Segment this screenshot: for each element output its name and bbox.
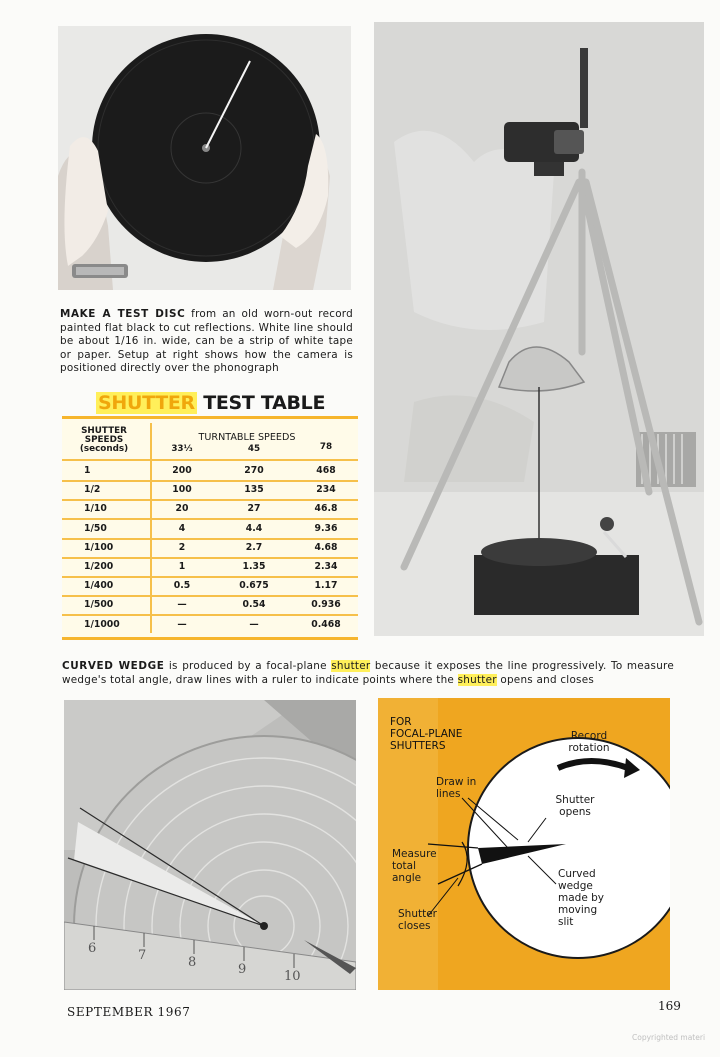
cell-value: 0.5 <box>173 580 191 592</box>
cell-value: 1 <box>178 561 186 572</box>
label-record-rotation <box>560 730 618 754</box>
cell-shutter-speed: 1/100 <box>84 541 114 553</box>
row-divider <box>62 595 358 597</box>
cell-value: 0.468 <box>311 618 341 630</box>
cell-shutter-speed: 1/200 <box>84 561 114 572</box>
table-title <box>96 392 325 414</box>
caption-lead: MAKE A TEST DISC <box>60 308 186 320</box>
label-line: moving <box>558 904 598 916</box>
photo-test-disc <box>58 26 351 290</box>
label-line: made by <box>558 892 605 904</box>
cell-value: 0.675 <box>239 580 269 592</box>
ruler-number: 10 <box>284 969 301 984</box>
caption-test-disc <box>60 308 353 376</box>
cell-value: — <box>249 618 259 630</box>
cell-value: 2.7 <box>245 541 263 553</box>
cell-shutter-speed: 1/2 <box>84 484 101 496</box>
highlight-shutter: shutter <box>331 660 371 672</box>
diagram-title-line: FOR <box>390 716 412 728</box>
cell-value: 4.4 <box>245 522 263 534</box>
cell-value: 200 <box>172 465 192 476</box>
copyright-notice: Copyrighted materi <box>632 1033 706 1042</box>
header-line: (seconds) <box>79 444 129 454</box>
cell-value: 135 <box>244 484 264 496</box>
label-line: Curved <box>558 868 596 880</box>
label-line: opens <box>559 806 591 818</box>
highlight-shutter: shutter <box>457 673 497 686</box>
cell-value: 9.36 <box>314 522 338 534</box>
diagram-title-line: FOCAL-PLANE <box>390 728 463 740</box>
cell-value: 0.936 <box>311 599 341 611</box>
footer-date: SEPTEMBER 1967 <box>67 1005 191 1019</box>
caption-lead: CURVED WEDGE <box>62 660 165 672</box>
label-line: lines <box>436 788 461 800</box>
row-divider <box>62 499 358 501</box>
cell-value: 4 <box>178 522 186 534</box>
ruler-number: 8 <box>188 955 197 970</box>
cell-value: 4.68 <box>314 541 338 553</box>
header-speed-78: 78 <box>319 442 333 452</box>
caption-text-2: because it exposes the line progressively. To measure wedge's total angle, draw lines with a ruler to indicate points where the <box>62 660 674 686</box>
header-line: SHUTTER <box>81 426 127 436</box>
row-divider <box>62 518 358 520</box>
row-divider <box>62 614 358 616</box>
label-line: slit <box>558 916 574 928</box>
cell-shutter-speed: 1/400 <box>84 580 114 592</box>
table-title-highlight: SHUTTER <box>98 392 195 414</box>
diagram-focal-plane <box>378 698 670 990</box>
header-speed-33: 33⅓ <box>171 444 193 454</box>
label-draw-in-lines <box>436 776 476 800</box>
cell-value: 2 <box>178 541 186 553</box>
label-line: Shutter <box>398 908 437 920</box>
header-shutter-speeds <box>68 427 140 454</box>
cell-shutter-speed: 1/500 <box>84 599 114 611</box>
column-divider <box>150 423 152 633</box>
cell-shutter-speed: 1/1000 <box>84 618 120 630</box>
cell-shutter-speed: 1/50 <box>84 522 107 534</box>
cell-value: 2.34 <box>314 561 338 572</box>
label-shutter-closes <box>398 908 437 932</box>
cell-value: 234 <box>316 484 336 496</box>
cell-value: 27 <box>247 503 261 515</box>
label-curved-wedge <box>558 868 604 928</box>
caption-text-3: opens and closes <box>500 673 595 686</box>
label-line: angle <box>392 872 422 884</box>
diagram-title <box>390 716 462 752</box>
label-line: Record <box>570 730 608 742</box>
cell-value: 1.35 <box>242 561 266 572</box>
table-title-rest: TEST TABLE <box>196 392 326 414</box>
caption-body: from an old worn-out record painted flat black to cut reflections. White line should be about 1/16 in. wide, can be a strip of white tape or paper. Setup at right shows how the camera is positioned directly over the phonograph <box>60 308 353 374</box>
shutter-test-table <box>62 416 358 640</box>
label-line: Draw in <box>436 776 477 788</box>
cell-value: — <box>177 599 187 611</box>
cell-value: 46.8 <box>314 503 338 515</box>
caption-text-1: is produced by a focal-plane <box>168 660 327 672</box>
diagram-title-line: SHUTTERS <box>390 740 446 752</box>
cell-value: 20 <box>175 503 189 515</box>
label-line: rotation <box>568 742 610 754</box>
page-number: 169 <box>658 999 681 1013</box>
cell-value: — <box>177 618 187 630</box>
label-line: total <box>392 860 417 872</box>
cell-value: 270 <box>244 465 264 476</box>
ruler-number: 6 <box>88 941 97 956</box>
cell-value: 1.17 <box>314 580 338 592</box>
label-line: closes <box>398 920 431 932</box>
row-divider <box>62 480 358 482</box>
header-turntable-speeds: TURNTABLE SPEEDS <box>198 432 296 443</box>
header-line: SPEEDS <box>84 435 124 445</box>
label-measure-total-angle <box>392 848 437 884</box>
header-speed-45: 45 <box>247 444 261 454</box>
cell-value: 0.54 <box>242 599 266 611</box>
ruler-number: 7 <box>138 948 147 963</box>
caption-curved-wedge <box>62 660 674 687</box>
photo-tripod-setup <box>374 22 704 636</box>
label-shutter-opens <box>552 794 598 818</box>
label-line: Measure <box>392 848 437 860</box>
row-divider <box>62 576 358 578</box>
cell-value: 468 <box>316 465 336 476</box>
cell-value: 100 <box>172 484 192 496</box>
cell-shutter-speed: 1/10 <box>84 503 107 515</box>
label-line: Shutter <box>555 794 595 806</box>
cell-shutter-speed: 1 <box>84 465 91 476</box>
row-divider <box>62 538 358 540</box>
row-divider <box>62 557 358 559</box>
label-line: wedge <box>558 880 593 892</box>
row-divider <box>62 459 358 461</box>
ruler-number: 9 <box>238 962 247 977</box>
photo-record-wedge <box>64 700 356 990</box>
